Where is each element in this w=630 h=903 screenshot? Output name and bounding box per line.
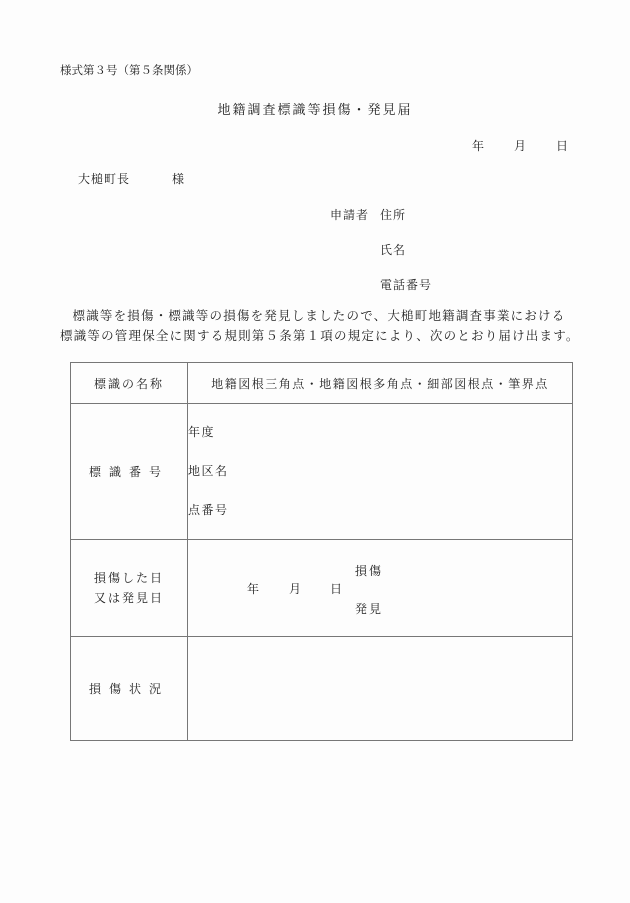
body-text — [60, 306, 580, 346]
option-discovery[interactable]: 発見 — [355, 602, 384, 616]
form-number: 様式第３号（第５条関係） — [60, 63, 198, 77]
date-value[interactable] — [188, 540, 573, 637]
body-line-2: 標識等の管理保全に関する規則第５条第１項の規定により、次のとおり届け出ます。 — [60, 328, 580, 343]
table-row-date — [71, 540, 573, 637]
table-row-marker-name — [71, 363, 573, 404]
addressee-honorific: 様 — [172, 172, 185, 186]
damage-status-label: 損傷状況 — [71, 637, 188, 741]
date-day-label: 日 — [556, 139, 569, 153]
date-label-line-1: 損傷した日 — [93, 571, 164, 585]
page-title: 地籍調査標識等損傷・発見届 — [217, 103, 413, 118]
date-year-label: 年 — [472, 139, 485, 153]
option-damage[interactable]: 損傷 — [355, 564, 384, 578]
marker-name-value[interactable]: 地籍図根三角点・地籍図根多角点・細部図根点・筆界点 — [188, 363, 573, 404]
applicant-label: 申請者 — [330, 208, 370, 222]
name-field-label: 氏名 — [380, 243, 407, 257]
fiscal-year-field[interactable]: 年度 — [188, 425, 216, 439]
point-number-field[interactable]: 点番号 — [188, 503, 229, 517]
date-day: 日 — [330, 582, 343, 596]
damage-status-value[interactable] — [188, 637, 573, 741]
date-year: 年 — [247, 582, 260, 596]
table-row-marker-number — [71, 404, 573, 540]
phone-field-label: 電話番号 — [380, 278, 433, 292]
date-month-label: 月 — [514, 139, 527, 153]
address-field-label: 住所 — [380, 208, 407, 222]
report-table — [70, 362, 573, 741]
addressee-name: 大槌町長 — [78, 172, 131, 186]
date-label-line-2: 又は発見日 — [93, 591, 164, 605]
district-name-field[interactable]: 地区名 — [188, 464, 229, 478]
date-month: 月 — [289, 582, 302, 596]
body-line-1: 標識等を損傷・標識等の損傷を発見しましたので、大槌町地籍調査事業における — [72, 308, 566, 323]
marker-number-value[interactable] — [188, 404, 573, 540]
date-label — [71, 540, 188, 637]
table-row-damage-status — [71, 637, 573, 741]
marker-name-label: 標識の名称 — [71, 363, 188, 404]
marker-number-label: 標識番号 — [71, 404, 188, 540]
